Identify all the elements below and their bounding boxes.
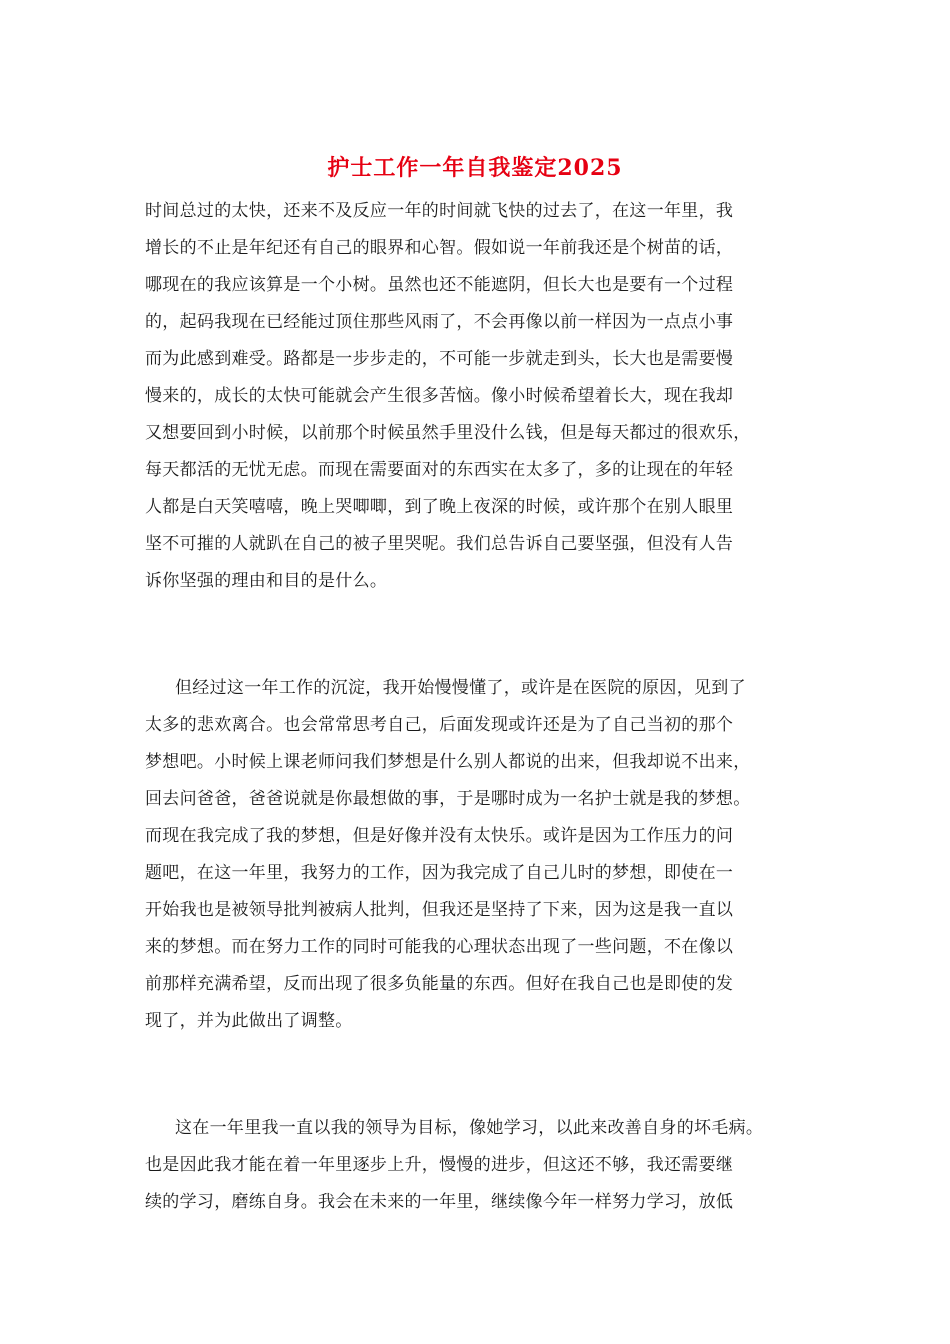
paragraph-1-line-3: 哪现在的我应该算是一个小树。虽然也还不能遮阴，但长大也是要有一个过程 [145, 275, 734, 295]
paragraph-1-line-10: 坚不可摧的人就趴在自己的被子里哭呢。我们总告诉自己要坚强，但没有人告 [145, 534, 734, 554]
paragraph-2-line-4: 回去问爸爸，爸爸说就是你最想做的事，于是哪时成为一名护士就是我的梦想。 [145, 789, 751, 809]
paragraph-2-line-1: 但经过这一年工作的沉淀，我开始慢慢懂了，或许是在医院的原因，见到了 [175, 678, 746, 698]
paragraph-1-line-11: 诉你坚强的理由和目的是什么。 [145, 571, 388, 591]
paragraph-1-line-9: 人都是白天笑嘻嘻，晚上哭唧唧，到了晚上夜深的时候，或许那个在别人眼里 [145, 497, 734, 517]
paragraph-1-line-6: 慢来的，成长的太快可能就会产生很多苦恼。像小时候希望着长大，现在我却 [145, 386, 734, 406]
paragraph-1-line-2: 增长的不止是年纪还有自己的眼界和心智。假如说一年前我还是个树苗的话， [145, 238, 734, 258]
paragraph-1-line-1: 时间总过的太快，还来不及反应一年的时间就飞快的过去了，在这一年里，我 [145, 201, 734, 221]
document-title: 护士工作一年自我鉴定2025 [327, 155, 623, 181]
paragraph-1-line-7: 又想要回到小时候，以前那个时候虽然手里没什么钱，但是每天都过的很欢乐， [145, 423, 751, 443]
paragraph-2-line-10: 现了，并为此做出了调整。 [145, 1011, 353, 1031]
paragraph-3-line-3: 续的学习，磨练自身。我会在未来的一年里，继续像今年一样努力学习，放低 [145, 1192, 734, 1212]
paragraph-2-line-7: 开始我也是被领导批判被病人批判，但我还是坚持了下来，因为这是我一直以 [145, 900, 734, 920]
paragraph-2-line-5: 而现在我完成了我的梦想，但是好像并没有太快乐。或许是因为工作压力的问 [145, 826, 734, 846]
paragraph-1-line-8: 每天都活的无忧无虑。而现在需要面对的东西实在太多了，多的让现在的年轻 [145, 460, 734, 480]
paragraph-1-line-5: 而为此感到难受。路都是一步步走的，不可能一步就走到头，长大也是需要慢 [145, 349, 734, 369]
paragraph-3-line-1: 这在一年里我一直以我的领导为目标，像她学习，以此来改善自身的坏毛病。 [175, 1118, 764, 1138]
paragraph-2-line-8: 来的梦想。而在努力工作的同时可能我的心理状态出现了一些问题，不在像以 [145, 937, 734, 957]
paragraph-2-line-2: 太多的悲欢离合。也会常常思考自己，后面发现或许还是为了自己当初的那个 [145, 715, 734, 735]
paragraph-2-line-3: 梦想吧。小时候上课老师问我们梦想是什么别人都说的出来，但我却说不出来， [145, 752, 751, 772]
paragraph-2-line-6: 题吧，在这一年里，我努力的工作，因为我完成了自己儿时的梦想，即使在一 [145, 863, 734, 883]
paragraph-2-line-9: 前那样充满希望，反而出现了很多负能量的东西。但好在我自己也是即使的发 [145, 974, 734, 994]
paragraph-1-line-4: 的，起码我现在已经能过顶住那些风雨了，不会再像以前一样因为一点点小事 [145, 312, 734, 332]
paragraph-3-line-2: 也是因此我才能在着一年里逐步上升，慢慢的进步，但这还不够，我还需要继 [145, 1155, 734, 1175]
